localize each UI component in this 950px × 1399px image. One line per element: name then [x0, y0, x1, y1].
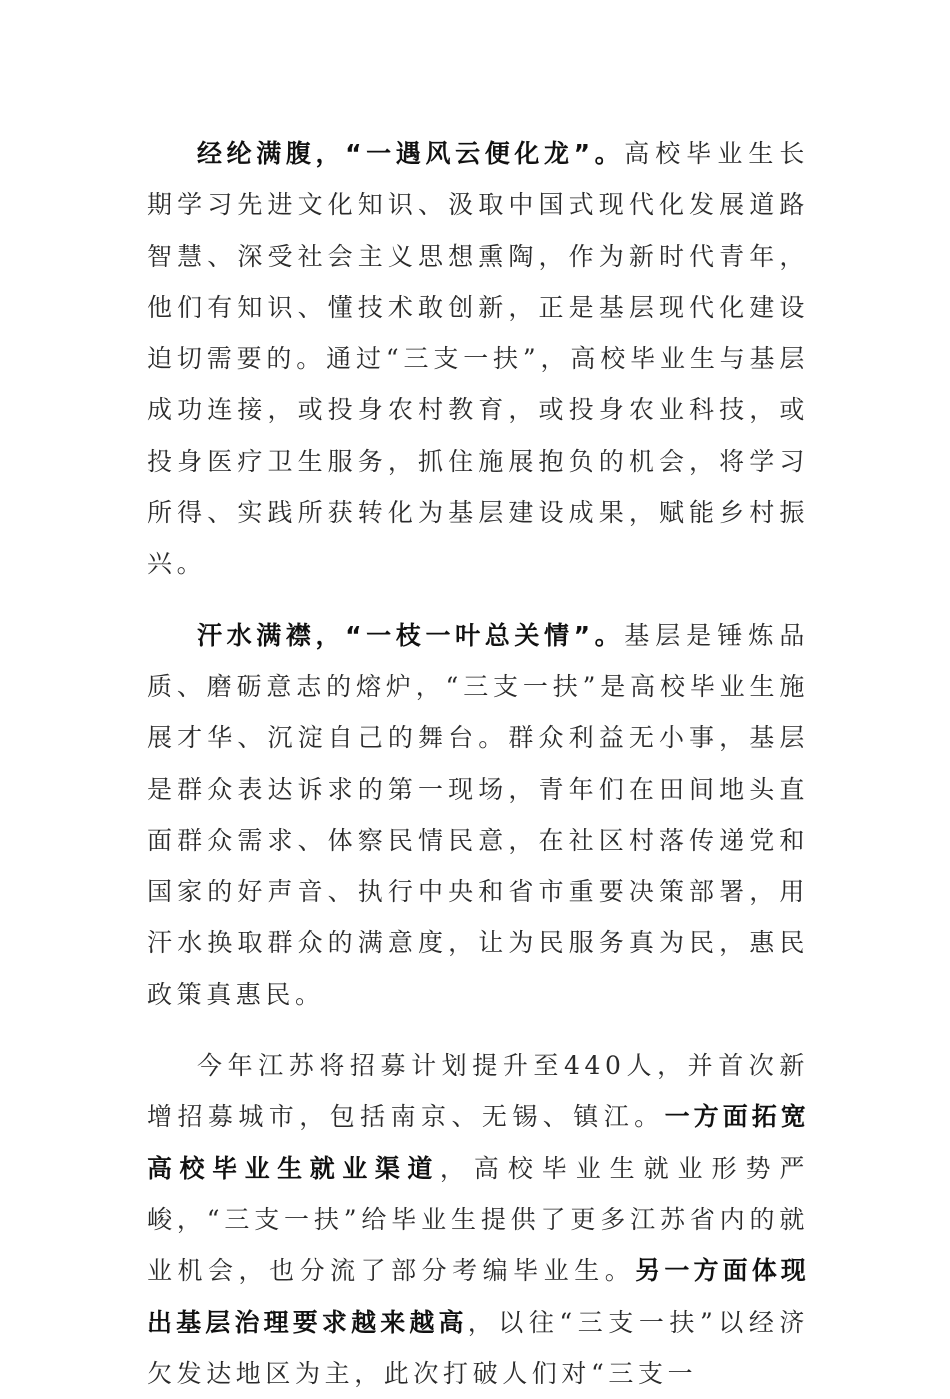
paragraph-3-text-a: 今年江苏将招募计划提升至440人，并首次新增招募城市，包括南京、无锡、镇江。: [147, 1051, 809, 1132]
paragraph-1-text: 高校毕业生长期学习先进文化知识、汲取中国式现代化发展道路智慧、深受社会主义思想熏陶，作为新时代青年，他们有知识、懂技术敢创新，正是基层现代化建设迫切需要的。通过“三支一扶”，高校毕业生与基层成功连接，或投身农村教育，或投身农业科技，或投身医疗卫生服务，抓住施展抱负的机会，将学习所得、实践所获转化为基层建设成果，赋能乡村振兴。: [147, 139, 809, 579]
document-body: [147, 128, 809, 1399]
paragraph-3-text-b: ，高校毕业生就业形势严峻，“三支一扶”给毕业生提供了更多江苏省内的就业机会，也分流了部分考编毕业生。: [147, 1153, 809, 1286]
paragraph-1: [147, 128, 809, 590]
paragraph-3-bold-b: 另一方面体现出基层治理要求越来越高: [147, 1256, 810, 1337]
paragraph-2: [147, 610, 809, 1020]
paragraph-3-bold-a: 一方面拓宽高校毕业生就业渠道: [147, 1102, 809, 1183]
paragraph-3: [147, 1040, 809, 1399]
paragraph-1-heading: 经纶满腹，“一遇风云便化龙”。: [197, 139, 625, 168]
paragraph-2-heading: 汗水满襟，“一枝一叶总关情”。: [197, 620, 625, 650]
paragraph-2-text: 基层是锤炼品质、磨砺意志的熔炉，“三支一扶”是高校毕业生施展才华、沉淀自己的舞台。群众利益无小事，基层是群众表达诉求的第一现场，青年们在田间地头直面群众需求、体察民情民意，在社区村落传递党和国家的好声音、执行中央和省市重要决策部署，用汗水换取群众的满意度，让为民服务真为民，惠民政策真惠民。: [147, 620, 809, 1009]
paragraph-3-text-c: ，以往“三支一扶”以经济欠发达地区为主，此次打破人们对“三支一: [147, 1307, 809, 1388]
